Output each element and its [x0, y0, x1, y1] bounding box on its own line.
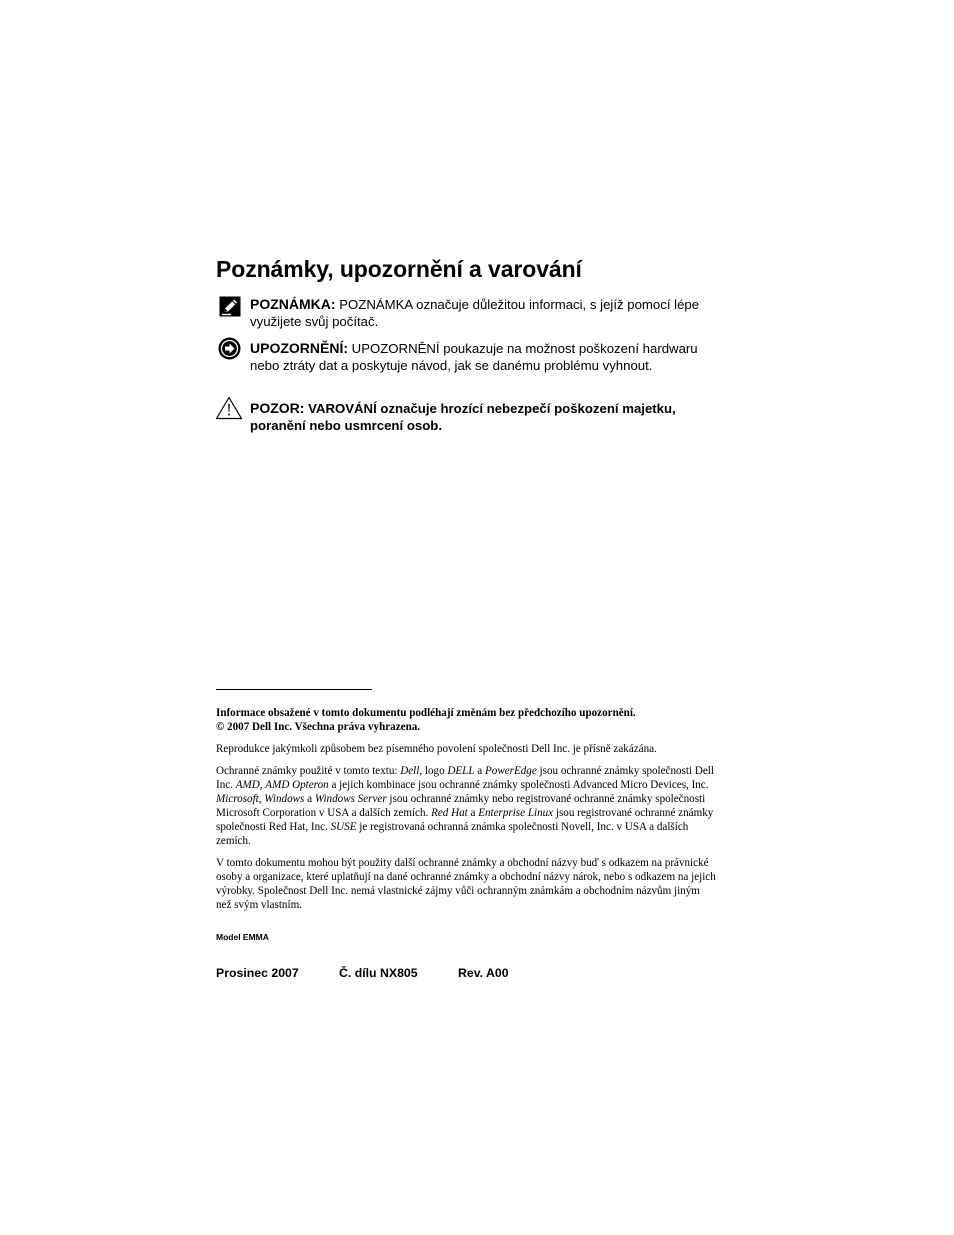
tm-dell-logo: DELL	[447, 765, 475, 777]
trademark-notice: Ochranné známky použité v tomto textu: Dell, logo DELL a PowerEdge jsou ochranné známky společnosti Dell Inc. AMD, AMD Opteron a jejich kombinace jsou ochranné známky společnosti Advanced Micro Devices, Inc. Microsoft, Windows a Windows Server jsou ochranné známky nebo registrované ochranné známky společnosti Microsoft Corporation v USA a dalších zemích. Red Hat a Enterprise Linux jsou registrované ochranné známky společnosti Red Hat, Inc. SUSE je registrovaná ochranná známka společnosti Novell, Inc. v USA a dalších zemích.	[216, 765, 714, 847]
upozorneni-text: UPOZORNĚNÍ poukazuje na možnost poškození hardwaru nebo ztráty dat a poskytuje návod, jak se danému problému vyhnout.	[250, 341, 698, 373]
publication-date: Prosinec 2007	[216, 966, 299, 980]
pozor-label: POZOR:	[250, 400, 305, 416]
note-text: POZNÁMKA označuje důležitou informaci, s jejíž pomocí lépe využijete svůj počítač.	[250, 297, 700, 329]
warning-notice	[250, 400, 720, 434]
tm-dell: Dell	[400, 765, 420, 777]
model-label: Model EMMA	[216, 932, 269, 942]
part-number: Č. dílu NX805	[339, 966, 418, 980]
reproduction-notice: Reprodukce jakýmkoli způsobem bez písemného povolení společnosti Dell Inc. je přísně zakázána.	[216, 743, 657, 755]
info-line-1: Informace obsažené v tomto dokumentu podléhají změnám bez předchozího upozornění.	[216, 707, 636, 719]
tm-amd-opteron: AMD Opteron	[265, 779, 329, 791]
note-notice	[250, 296, 720, 330]
page-title: Poznámky, upozornění a varování	[216, 256, 582, 282]
arrow-circle-icon	[218, 337, 241, 360]
tm-poweredge: PowerEdge	[485, 765, 537, 777]
pozor-text: VAROVÁNÍ označuje hrozící nebezpečí poškození majetku, poranění nebo usmrcení osob.	[250, 401, 676, 433]
note-label: POZNÁMKA:	[250, 296, 336, 312]
copyright-line: © 2007 Dell Inc. Všechna práva vyhrazena.	[216, 721, 421, 733]
warning-triangle-icon	[215, 396, 243, 420]
tm-windows-server: Windows Server	[314, 793, 387, 805]
revision: Rev. A00	[458, 966, 509, 980]
tm-microsoft: Microsoft	[216, 793, 259, 805]
footnote-divider	[216, 689, 372, 690]
tm-amd: AMD	[235, 779, 260, 791]
tm-enterprise-linux: Enterprise Linux	[478, 807, 554, 819]
upozorneni-label: UPOZORNĚNÍ:	[250, 340, 348, 356]
pencil-note-icon	[219, 296, 241, 317]
tm-red-hat: Red Hat	[431, 807, 468, 819]
caution-notice-block	[250, 340, 720, 374]
tm-suse: SUSE	[330, 821, 357, 833]
tm-windows: Windows	[264, 793, 305, 805]
other-trademarks-notice: V tomto dokumentu mohou být použity další ochranné známky a obchodní názvy buď s odkazem na právnické osoby a organizace, které uplatňují na dané ochranné známky a obchodní názvy nárok, nebo s odkazem na jejich výrobky. Společnost Dell Inc. nemá vlastnické zájmy vůči ochranným známkám a obchodním názvům jiným než svým vlastním.	[216, 857, 716, 911]
